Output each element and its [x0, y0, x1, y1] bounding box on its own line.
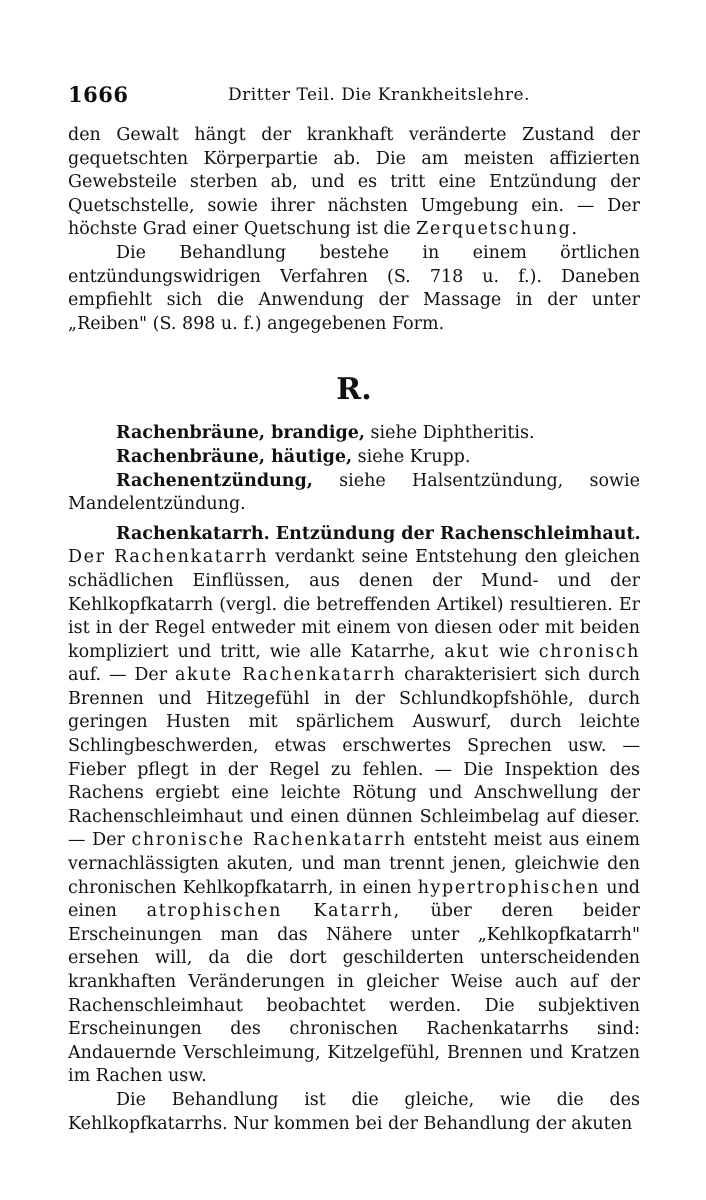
paragraph-text: entsteht meist aus einem vernachlässigten akuten, und man trennt jenen, gleichwie den chronischen Kehlkopfkatarrh, in einen — [68, 830, 640, 898]
spaced-term: atrophischen Katarrh, — [146, 901, 401, 922]
entry-head: Rachenbräune, brandige, — [116, 423, 365, 444]
entry-text: siehe Krupp. — [352, 446, 471, 467]
spaced-term: Zerquetschung. — [416, 219, 579, 240]
spaced-term: chronische Rachenkatarrh — [131, 830, 407, 851]
article-title: Rachenkatarrh. Entzündung der Rachenschleimhaut. — [116, 523, 641, 544]
paragraph-text: verdankt seine Entstehung den gleichen schädlichen Einflüssen, aus denen der Mund- und der Kehlkopfkatarrh (vergl. die betreffenden Artikel) resultieren. Er ist in der Regel entweder mit einem von diesen oder mit beiden kompliziert und tritt, wie alle Katarrhe, — [68, 547, 640, 662]
section-letter: R. — [336, 372, 372, 408]
paragraph-text: auf. — Der — [68, 665, 168, 686]
article-paragraph-treatment: Die Behandlung ist die gleiche, wie die des Kehlkopfkatarrhs. Nur kommen bei der Behandlung der akuten — [68, 1089, 640, 1134]
paragraph-treatment: Die Behandlung bestehe in einem örtlichen entzündungswidrigen Verfahren (S. 718 u. f.). Daneben empfiehlt sich die Anwendung der Massage in der unter „Reiben" (S. 898 u. f.) angegebenen Form. — [68, 242, 640, 334]
spaced-term: akute Rachenkatarrh — [175, 665, 397, 686]
paragraph-continuation — [68, 124, 640, 242]
article-paragraph — [68, 546, 640, 1089]
spaced-term: hypertrophischen — [417, 877, 601, 898]
entry-rachenbraeune-brandige — [68, 422, 640, 446]
entry-text: siehe Halsentzündung, sowie Mandelentzündung. — [68, 470, 640, 515]
entry-head: Rachenbräune, häutige, — [116, 446, 353, 467]
entry-text: siehe Diphtheritis. — [364, 423, 535, 444]
spaced-term: Der Rachenkatarrh — [68, 547, 269, 568]
paragraph-text: über deren beider Erscheinungen man das Nähere unter „Kehlkopfkatarrh" ersehen will, da die dort geschilderten unterscheidenden krankhaften Veränderungen in gleicher Weise auch auf der Rachenschleimhaut beobachtet werden. Die subjektiven Erscheinungen des chronischen Rachenkatarrhs sind: Andauernde Verschleimung, Kitzelgefühl, Brennen und Kratzen im Rachen usw. — [68, 901, 640, 1087]
page-header — [68, 82, 638, 110]
spaced-term: chronisch — [538, 641, 640, 662]
paragraph-text: charakterisiert sich durch Brennen und Hitzegefühl in der Schlundkopfshöhle, durch geringen Husten mit spärlichem Auswurf, durch leichte Schlingbeschwerden, etwas erschwertes Sprechen usw. — Fieber pflegt in der Regel zu fehlen. — Die Inspektion des Rachens ergiebt eine leichte Rötung und Anschwellung der Rachenschleimhaut und einen dünnen Schleimbelag auf dieser. — Der — [68, 665, 640, 851]
paragraph-text: den Gewalt hängt der krankhaft veränderte Zustand der gequetschten Körperpartie ab. Die am meisten affizierten Gewebsteile sterben ab, und es tritt eine Entzündung der Quetschstelle, sowie ihrer nächsten Umgebung ein. — Der höchste Grad einer Quetschung ist die — [68, 125, 640, 240]
paragraph-text: wie — [489, 641, 530, 662]
entry-head: Rachenentzündung, — [116, 470, 313, 491]
page-body — [68, 124, 640, 1136]
entry-rachenbraeune-haeutige — [68, 446, 640, 470]
paragraph-text: und einen — [68, 877, 640, 922]
page-number: 1666 — [68, 82, 129, 107]
entry-rachenentzuendung — [68, 470, 640, 517]
spaced-term: akut — [444, 641, 490, 662]
running-head: Dritter Teil. Die Krankheitslehre. — [228, 85, 530, 105]
